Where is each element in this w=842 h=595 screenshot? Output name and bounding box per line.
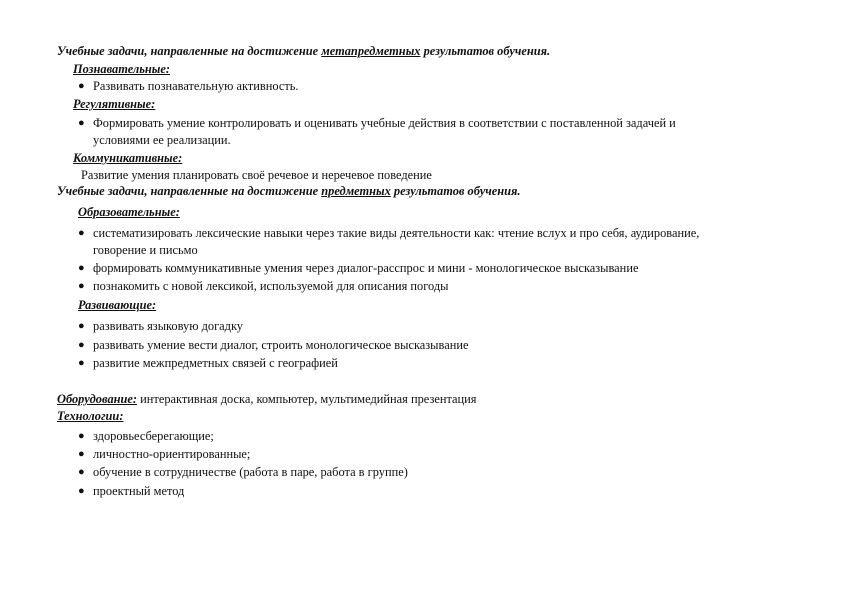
bullet-icon: ●: [78, 339, 85, 351]
communicative-label: Коммуникативные:: [73, 151, 183, 165]
educational-item-1-line2: говорение и письмо: [93, 243, 198, 257]
heading-prefix: Учебные задачи, направленные на достижение: [57, 44, 322, 58]
developing-item-3: развитие межпредметных связей с географией: [93, 356, 338, 370]
bullet-icon: ●: [78, 485, 85, 497]
cognitive-label: Познавательные:: [73, 62, 171, 76]
heading-prefix: Учебные задачи, направленные на достижение: [57, 184, 322, 198]
technologies-item-1: здоровьесберегающие;: [93, 429, 214, 443]
educational-label: Образовательные:: [78, 205, 180, 219]
bullet-icon: ●: [78, 117, 85, 129]
developing-item-1: развивать языковую догадку: [93, 319, 244, 333]
technologies-item-3: обучение в сотрудничестве (работа в паре, работа в группе): [93, 465, 408, 479]
equipment-label: Оборудование:: [57, 392, 138, 406]
equipment-line: [57, 392, 477, 407]
bullet-icon: ●: [78, 262, 85, 274]
developing-label: Развивающие:: [78, 298, 157, 312]
regulatory-label: Регулятивные:: [73, 97, 156, 111]
bullet-icon: ●: [78, 430, 85, 442]
section2-heading: [57, 184, 521, 199]
bullet-icon: ●: [78, 280, 85, 292]
heading-suffix: результатов обучения.: [390, 184, 521, 198]
technologies-label: Технологии:: [57, 409, 124, 423]
technologies-item-2: личностно-ориентированные;: [93, 447, 251, 461]
regulatory-item-line1: Формировать умение контролировать и оценивать учебные действия в соответствии с поставленной задачей и: [93, 116, 676, 130]
bullet-icon: ●: [78, 320, 85, 332]
educational-item-2: формировать коммуникативные умения через диалог-расспрос и мини - монологическое высказывание: [93, 261, 639, 275]
educational-item-3: познакомить с новой лексикой, используемой для описания погоды: [93, 279, 449, 293]
heading-suffix: результатов обучения.: [420, 44, 551, 58]
technologies-item-4: проектный метод: [93, 484, 185, 498]
heading-term: предметных: [321, 184, 391, 198]
bullet-icon: ●: [78, 357, 85, 369]
developing-item-2: развивать умение вести диалог, строить монологическое высказывание: [93, 338, 469, 352]
cognitive-item: Развивать познавательную активность.: [93, 79, 299, 93]
educational-item-1-line1: систематизировать лексические навыки через такие виды деятельности как: чтение вслух и про себя, аудирование,: [93, 226, 700, 240]
bullet-icon: ●: [78, 466, 85, 478]
bullet-icon: ●: [78, 448, 85, 460]
section1-heading: [57, 44, 550, 59]
communicative-text: Развитие умения планировать своё речевое и неречевое поведение: [81, 168, 432, 182]
bullet-icon: ●: [78, 227, 85, 239]
heading-term: метапредметных: [321, 44, 421, 58]
bullet-icon: ●: [78, 80, 85, 92]
regulatory-item-line2: условиями ее реализации.: [93, 133, 231, 147]
equipment-text: интерактивная доска, компьютер, мультимедийная презентация: [137, 392, 477, 406]
